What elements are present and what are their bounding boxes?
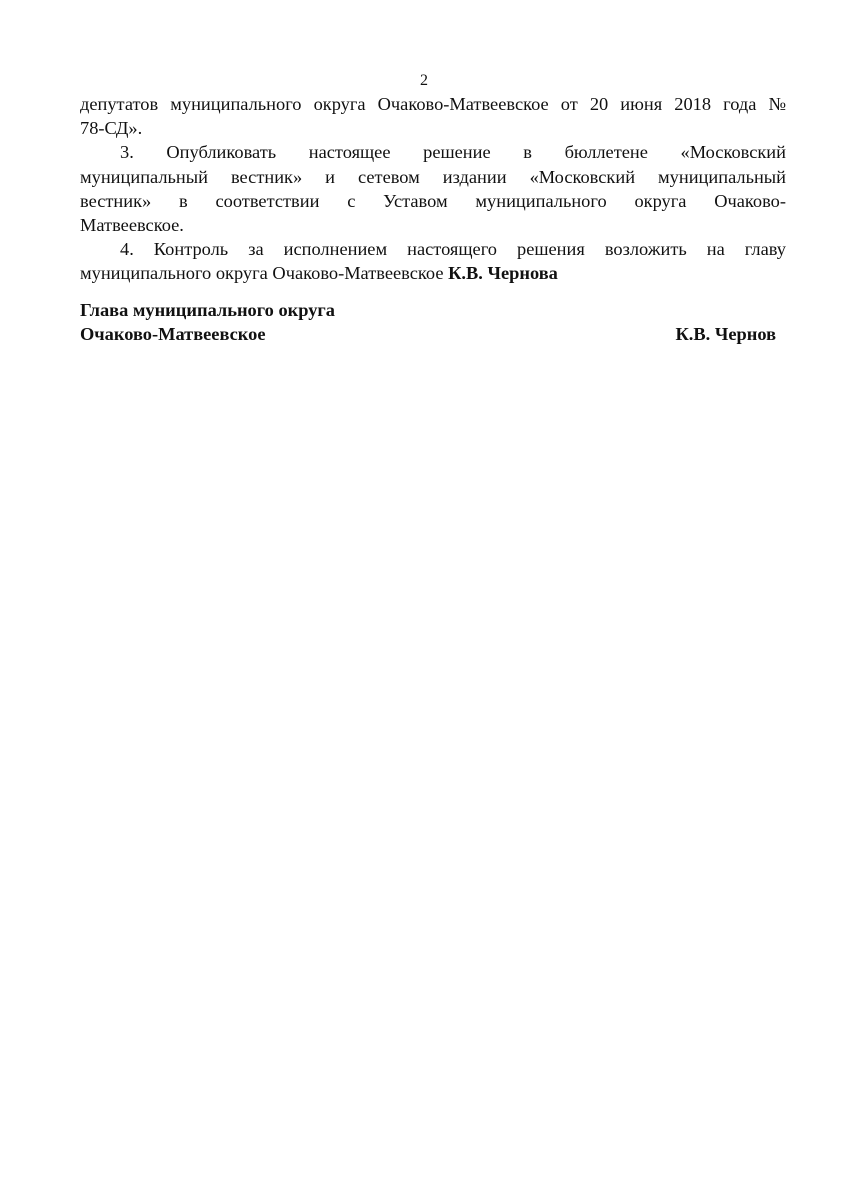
paragraph-2-line-2: муниципальный вестник» и сетевом издании «Московский муниципальный [80,166,786,187]
signature-row [80,322,776,346]
paragraph-2-line-3: вестник» в соответствии с Уставом муниципального округа Очаково- [80,190,786,211]
paragraph-3-line-2-text: муниципального округа Очаково-Матвеевское [80,263,449,284]
signature-title-line-2: Очаково-Матвеевское [80,324,266,345]
signature-block [80,298,776,346]
paragraph-3-line-2 [80,261,786,285]
page-number: 2 [420,72,428,89]
paragraph-1-line-2: 78-СД». [80,118,143,139]
document-body [80,92,786,286]
paragraph-3-official-name: К.В. Чернова [448,263,558,284]
paragraph-2-line-1: 3. Опубликовать настоящее решение в бюллетене «Московский [120,142,786,163]
paragraph-1-line-1: депутатов муниципального округа Очаково-Матвеевское от 20 июня 2018 года № [80,94,786,114]
signature-name: К.В. Чернов [675,324,776,345]
paragraph-2-line-4: Матвеевское. [80,215,184,236]
paragraph-3-line-1: 4. Контроль за исполнением настоящего решения возложить на главу [120,239,786,260]
signature-title-line-1: Глава муниципального округа [80,300,335,320]
